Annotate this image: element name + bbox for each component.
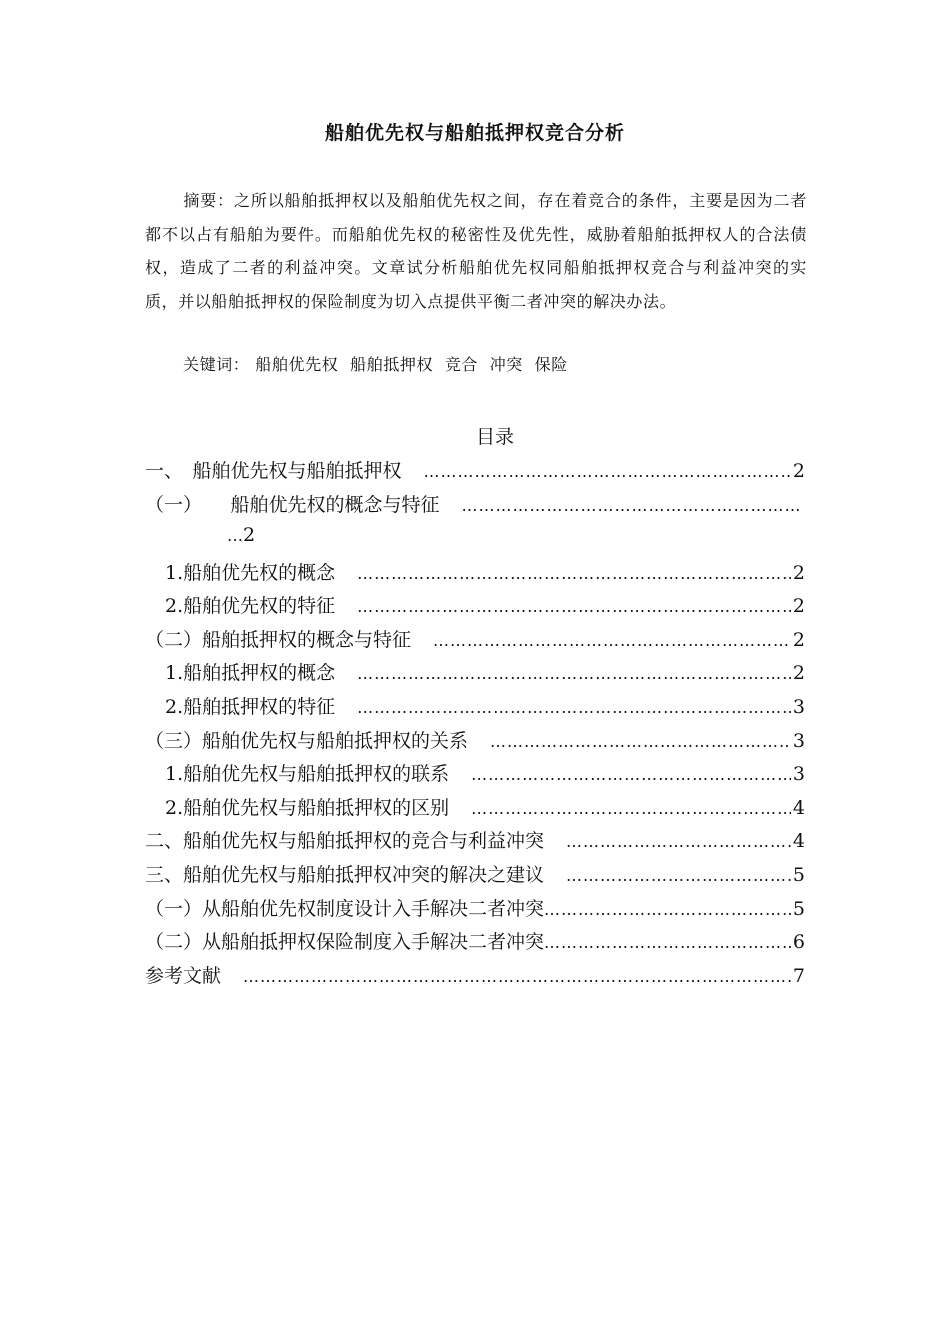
toc-leader-dots xyxy=(243,967,791,986)
toc-entry[interactable] xyxy=(145,894,805,928)
toc-leader-dots xyxy=(566,866,791,885)
toc-leader-dots xyxy=(471,765,791,784)
keyword: 冲突 xyxy=(489,355,523,374)
toc-entry-page: 2 xyxy=(792,595,805,618)
toc-entry[interactable] xyxy=(145,591,805,625)
toc-entry-label: 1.船舶优先权的概念 xyxy=(165,561,336,584)
toc-entry-label: 二、船舶优先权与船舶抵押权的竞合与利益冲突 xyxy=(145,830,545,853)
keyword: 竞合 xyxy=(444,355,479,374)
toc-leader-dots xyxy=(424,462,791,481)
toc-entry[interactable] xyxy=(145,726,805,760)
toc-entry[interactable] xyxy=(145,759,805,793)
toc-entry[interactable] xyxy=(145,793,805,827)
toc-entry-page: 2 xyxy=(792,561,805,584)
keyword: 船舶优先权 xyxy=(255,355,339,374)
toc-entry-label: （一） 船舶优先权的概念与特征 xyxy=(145,493,440,516)
document-title: 船舶优先权与船舶抵押权竞合分析 xyxy=(324,122,625,144)
toc-leader-dots xyxy=(357,698,791,717)
toc-entry[interactable] xyxy=(145,961,805,995)
toc-leader-dots xyxy=(544,900,791,919)
toc-leader-dots xyxy=(357,564,791,583)
toc-entry-page: 2 xyxy=(792,662,805,685)
toc-leader-dots xyxy=(544,933,791,952)
toc-entry-label: 2.船舶优先权与船舶抵押权的区别 xyxy=(165,796,450,819)
toc-leader-dots xyxy=(357,664,791,683)
toc-entry[interactable] xyxy=(145,490,805,524)
toc-leader-dots xyxy=(433,631,791,650)
keywords-line xyxy=(183,352,574,375)
toc-entry-label: 1.船舶优先权与船舶抵押权的联系 xyxy=(165,763,450,786)
toc-entry[interactable] xyxy=(145,456,805,490)
toc-leader-dots xyxy=(357,597,791,616)
toc-entry-page: 4 xyxy=(792,796,805,819)
toc-entry-page: 2 xyxy=(792,628,805,651)
toc-entry-page: 3 xyxy=(792,763,805,786)
toc-leader-dots xyxy=(227,524,243,546)
toc-entry-page: 3 xyxy=(792,695,805,718)
toc-entry-page: 4 xyxy=(792,830,805,853)
toc-entry-label: 1.船舶抵押权的概念 xyxy=(165,662,336,685)
toc-entry-page: 2 xyxy=(243,523,256,546)
toc-entry-label: （一）从船舶优先权制度设计入手解决二者冲突 xyxy=(145,897,545,920)
keywords-label: 关键词： xyxy=(183,355,250,374)
toc-entry-page: 7 xyxy=(792,964,805,987)
toc-entry-label: （二）从船舶抵押权保险制度入手解决二者冲突 xyxy=(145,931,545,954)
toc-entry-page: 5 xyxy=(792,863,805,886)
toc-entry[interactable] xyxy=(145,927,805,961)
toc-entry-label: （三）船舶优先权与船舶抵押权的关系 xyxy=(145,729,469,752)
toc-leader-dots xyxy=(462,496,803,515)
toc-entry-label: 三、船舶优先权与船舶抵押权冲突的解决之建议 xyxy=(145,863,545,886)
toc-entry-page: 2 xyxy=(792,460,805,482)
toc-entry-page: 3 xyxy=(792,729,805,752)
abstract-text: 摘要：之所以船舶抵押权以及船舶优先权之间，存在着竞合的条件，主要是因为二者都不以占有船舶为要件。而船舶优先权的秘密性及优先性，威胁着船舶抵押权人的合法债权，造成了二者的利益冲突。文章试分析船舶优先权同船舶抵押权竞合与利益冲突的实质，并以船舶抵押权的保险制度为切入点提供平衡二者冲突的解决办法。 xyxy=(145,191,807,311)
toc-entry[interactable] xyxy=(145,692,805,726)
table-of-contents xyxy=(145,456,805,994)
toc-entry-label: 2.船舶优先权的特征 xyxy=(165,595,336,618)
toc-entry-page: 6 xyxy=(792,931,805,954)
toc-leader-dots xyxy=(566,832,791,851)
toc-entry[interactable] xyxy=(145,826,805,860)
toc-leader-dots xyxy=(471,799,791,818)
toc-entry-label: 参考文献 xyxy=(145,964,222,987)
abstract-block xyxy=(145,184,807,318)
toc-entry[interactable] xyxy=(145,658,805,692)
toc-entry-label: 2.船舶抵押权的特征 xyxy=(165,695,336,718)
keyword: 保险 xyxy=(534,355,568,374)
toc-entry[interactable] xyxy=(145,860,805,894)
toc-entry-label: 一、 船舶优先权与船舶抵押权 xyxy=(145,460,402,482)
toc-entry[interactable] xyxy=(145,625,805,659)
toc-leader-dots xyxy=(490,732,791,751)
toc-entry-continuation[interactable] xyxy=(145,524,805,558)
toc-entry-page: 5 xyxy=(792,897,805,920)
toc-entry[interactable] xyxy=(145,558,805,592)
toc-entry-label: （二）船舶抵押权的概念与特征 xyxy=(145,628,412,651)
toc-heading: 目录 xyxy=(475,426,514,448)
keyword: 船舶抵押权 xyxy=(350,355,434,374)
